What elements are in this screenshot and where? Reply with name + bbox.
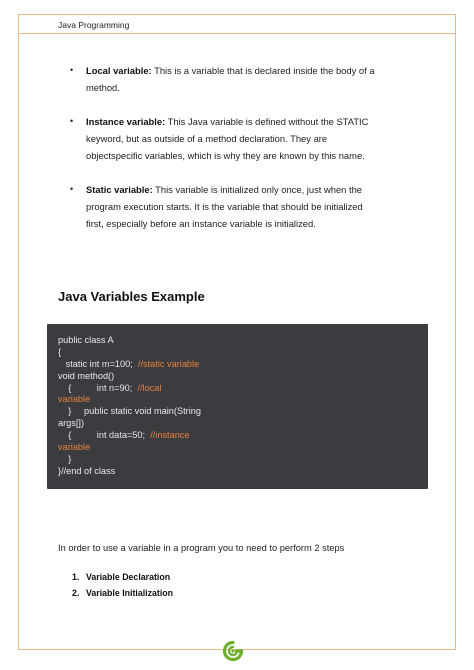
code-line: void method(): [58, 370, 115, 381]
list-item: [72, 570, 173, 586]
page-header-title: Java Programming: [58, 20, 130, 30]
step-label: Variable Initialization: [86, 587, 174, 598]
bullet-term: Static variable:: [86, 184, 153, 195]
step-number: 2.: [72, 587, 80, 598]
code-text: static int m=100;: [58, 358, 138, 369]
code-comment: //instance: [150, 430, 190, 441]
variable-types-list: [70, 62, 422, 249]
step-number: 1.: [72, 572, 80, 582]
code-line: public class A: [58, 335, 114, 345]
code-line: } public static void main(String: [58, 406, 201, 417]
bullet-text: keyword, but as outside of a method declaration. They are: [86, 133, 328, 144]
list-item: [70, 62, 422, 96]
bullet-icon: •: [70, 116, 74, 126]
bullet-text: This variable is initialized only once, just when the: [155, 184, 363, 195]
bullet-text: This Java variable is defined without the STATIC: [167, 116, 369, 127]
list-item: [70, 181, 422, 232]
code-line: }//end of class: [58, 465, 116, 476]
code-comment: //static variable: [137, 358, 200, 369]
bullet-text: first, especially before an instance variable is initialized.: [86, 218, 316, 229]
code-block: [47, 324, 428, 489]
code-comment: //local: [137, 382, 162, 393]
steps-intro-paragraph: In order to use a variable in a program you to need to perform 2 steps: [58, 543, 345, 553]
code-line: [58, 430, 428, 442]
step-label: Variable Declaration: [86, 572, 171, 582]
bullet-text: This is a variable that is declared inside the body of a: [154, 65, 375, 76]
code-line: }: [58, 453, 72, 464]
code-comment: variable: [58, 394, 91, 405]
bullet-term: Instance variable:: [86, 116, 166, 127]
bullet-icon: •: [70, 65, 74, 75]
code-line: {: [58, 346, 62, 357]
header-divider: [18, 33, 456, 34]
geeks-logo-icon: [222, 640, 244, 662]
bullet-term: Local variable:: [86, 65, 152, 76]
bullet-text: method.: [86, 82, 120, 93]
bullet-icon: •: [70, 184, 74, 194]
code-line: [58, 359, 428, 371]
code-line: args[]): [58, 418, 85, 429]
list-item: [70, 113, 422, 164]
code-comment: variable: [58, 442, 91, 453]
list-item: [72, 586, 173, 602]
code-text: { int n=90;: [58, 382, 138, 393]
code-text: { int data=50;: [58, 430, 151, 441]
section-heading: Java Variables Example: [58, 289, 205, 304]
bullet-text: objectspecific variables, which is why they are known by this name.: [86, 150, 365, 161]
steps-list: [72, 570, 173, 601]
bullet-text: program execution starts. It is the variable that should be initialized: [86, 201, 363, 212]
code-line: [58, 383, 428, 395]
